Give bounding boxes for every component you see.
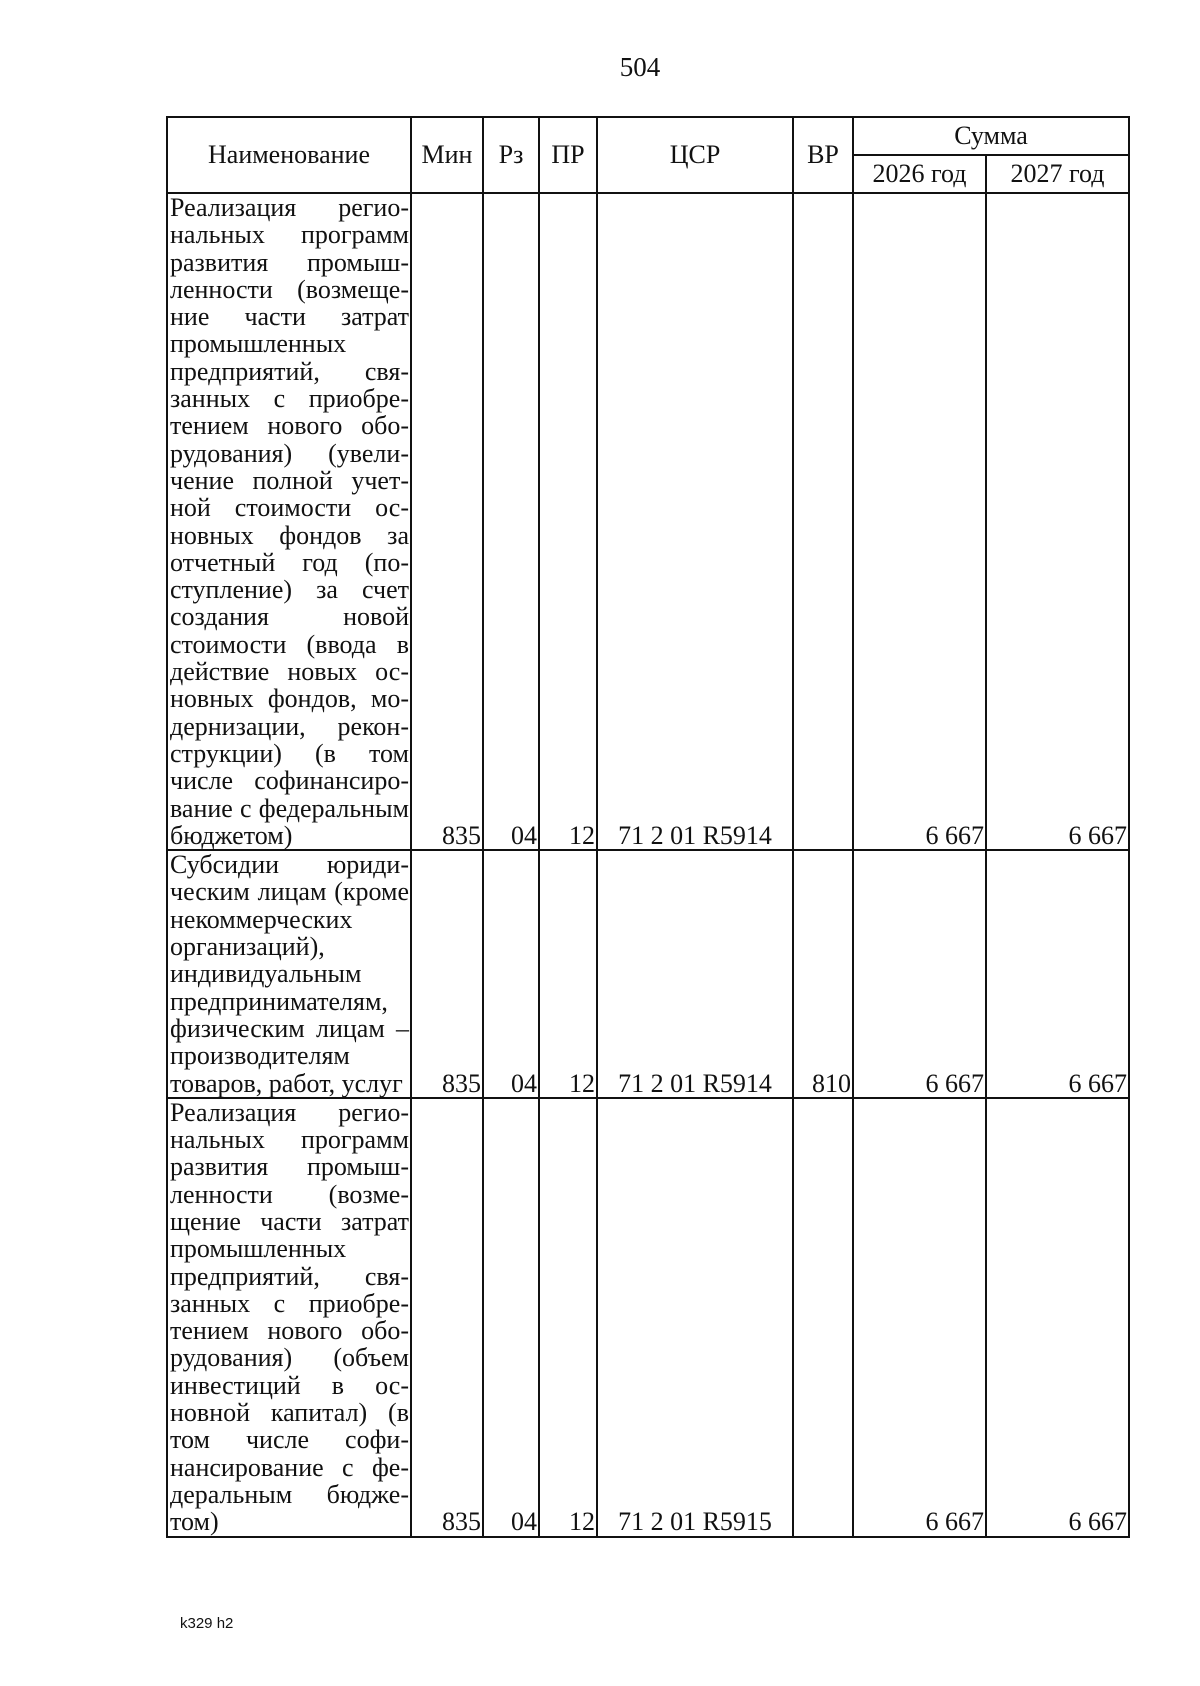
cell-pr: 12: [539, 850, 597, 1098]
cell-csr: 71 2 01 R5914: [597, 193, 793, 850]
cell-pr: 12: [539, 1098, 597, 1537]
header-year-2026: 2026 год: [853, 155, 986, 193]
header-sum: Сумма: [853, 117, 1129, 155]
cell-vr: [793, 1098, 853, 1537]
cell-rz: 04: [483, 850, 539, 1098]
cell-vr: 810: [793, 850, 853, 1098]
cell-sum-2027: 6 667: [986, 1098, 1129, 1537]
table-header: [167, 117, 1129, 193]
cell-min: 835: [411, 1098, 483, 1537]
cell-sum-2027: 6 667: [986, 193, 1129, 850]
page-number: 504: [619, 52, 661, 82]
header-year-2027: 2027 год: [986, 155, 1129, 193]
cell-csr: 71 2 01 R5914: [597, 850, 793, 1098]
cell-rz: 04: [483, 1098, 539, 1537]
header-csr: ЦСР: [597, 117, 793, 193]
table-row: [167, 193, 1129, 850]
header-rz: Рз: [483, 117, 539, 193]
header-pr: ПР: [539, 117, 597, 193]
header-min: Мин: [411, 117, 483, 193]
header-row-top: [167, 117, 1129, 155]
cell-min: 835: [411, 193, 483, 850]
cell-sum-2027: 6 667: [986, 850, 1129, 1098]
cell-sum-2026: 6 667: [853, 850, 986, 1098]
header-vr: ВР: [793, 117, 853, 193]
cell-sum-2026: 6 667: [853, 193, 986, 850]
budget-table: [166, 116, 1130, 1538]
cell-pr: 12: [539, 193, 597, 850]
table-row: [167, 1098, 1129, 1537]
cell-rz: 04: [483, 193, 539, 850]
cell-name: Субсидии юридическим лицам (кроме некоммерческих организаций), индивидуальным предпринимателям, физическим лицам – производителям товаров, работ, услуг: [167, 850, 411, 1098]
cell-sum-2026: 6 667: [853, 1098, 986, 1537]
cell-vr: [793, 193, 853, 850]
cell-name: Реализация региональных программ развития промышленности (возмещение части затрат промышленных предприятий, связанных с приобретением нового оборудования) (увеличение полной учетной стоимости основных фондов за отчетный год (поступление) за счет создания новой стоимости (ввода в действие новых основных фондов, модернизации, реконструкции) (в том числе софинансирование с федеральным бюджетом): [167, 193, 411, 850]
footer-code: k329 h2: [180, 1615, 234, 1632]
table-body: [167, 193, 1129, 1537]
cell-csr: 71 2 01 R5915: [597, 1098, 793, 1537]
cell-min: 835: [411, 850, 483, 1098]
table-row: [167, 850, 1129, 1098]
cell-name: Реализация региональных программ развития промышленности (возмещение части затрат промышленных предприятий, связанных с приобретением нового оборудования) (объем инвестиций в основной капитал) (в том числе софинансирование с федеральным бюджетом): [167, 1098, 411, 1537]
header-name: Наименование: [167, 117, 411, 193]
